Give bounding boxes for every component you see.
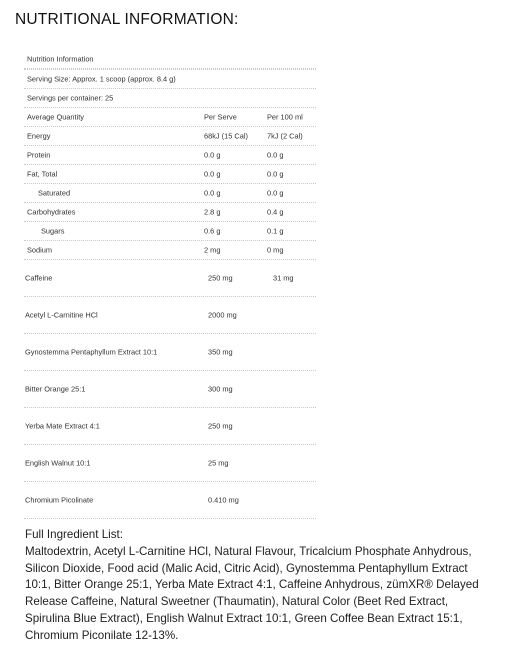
nutrient-name: Acetyl L-Carnitine HCl: [25, 310, 98, 320]
per-serve-value: 0.6 g: [204, 226, 221, 236]
table-row: [24, 241, 316, 260]
nutrition-panel: [24, 50, 316, 519]
table-row: [24, 203, 316, 222]
per-serve-value: 250 mg: [208, 273, 233, 283]
nutrient-name: Fat, Total: [27, 169, 58, 179]
ingredient-list: [25, 527, 495, 645]
servings-per-container: Servings per container: 25: [27, 93, 114, 103]
per-serve-value: 350 mg: [208, 347, 233, 357]
page-heading: NUTRITIONAL INFORMATION:: [15, 11, 239, 28]
per-serve-value: 250 mg: [208, 421, 233, 431]
serving-size: Serving Size: Approx. 1 scoop (approx. 8.4 g): [27, 74, 176, 84]
table-row: [24, 184, 316, 203]
nutrient-name: Protein: [27, 150, 51, 160]
table-row: [24, 260, 316, 297]
servings-per-container-row: [24, 89, 316, 108]
header-row: [24, 108, 316, 127]
nutrient-name: Chromium Picolinate: [25, 495, 94, 505]
ingredient-list-title: Full Ingredient List:: [25, 528, 123, 541]
nutrient-name: Energy: [27, 131, 51, 141]
per-100ml-value: 0.1 g: [267, 226, 284, 236]
per-serve-value: 2.8 g: [204, 207, 221, 217]
per-serve-value: 0.0 g: [204, 150, 221, 160]
table-row: [24, 482, 316, 519]
per-serve-value: 0.0 g: [204, 188, 221, 198]
table-row: [24, 408, 316, 445]
per-100ml-value: 0.0 g: [267, 150, 284, 160]
table-row: [24, 445, 316, 482]
nutrient-name: Yerba Mate Extract 4:1: [25, 421, 100, 431]
panel-title-row: [24, 50, 316, 69]
table-row: [24, 165, 316, 184]
table-row: [24, 334, 316, 371]
per-100ml-value: 0 mg: [267, 245, 284, 255]
per-serve-value: 25 mg: [208, 458, 229, 468]
header-per-serve: Per Serve: [204, 112, 237, 122]
per-serve-value: 2 mg: [204, 245, 221, 255]
table-row: [24, 222, 316, 241]
table-row: [24, 127, 316, 146]
nutrient-name: Sugars: [41, 226, 65, 236]
per-serve-value: 2000 mg: [208, 310, 237, 320]
ingredient-list-text: Maltodextrin, Acetyl L-Carnitine HCl, Natural Flavour, Tricalcium Phosphate Anhydrous, Silicon Dioxide, Food acid (Malic Acid, Citric Acid), Gynostemma Pentaphyllum Extract 10:1, Bitter Orange 25:1, Yerba Mate Extract 4:1, Caffeine Anhydrous, zümXR® Delayed Release Caffeine, Natural Sweetner (Thaumatin), Natural Color (Beet Red Extract, Spirulina Blue Extract), English Walnut Extract 10:1, Green Coffee Bean Extract 15:1, Chromium Piconilate 12-13%.: [25, 544, 479, 642]
nutrient-name: Saturated: [38, 188, 71, 198]
serving-size-row: [24, 69, 316, 89]
nutrient-name: Caffeine: [25, 273, 53, 283]
per-100ml-value: 0.0 g: [267, 169, 284, 179]
nutrient-name: Sodium: [27, 245, 53, 255]
per-100ml-value: 0.0 g: [267, 188, 284, 198]
per-100ml-value: 7kJ (2 Cal): [267, 131, 303, 141]
header-average-quantity: Average Quantity: [27, 112, 84, 122]
per-100ml-value: 0.4 g: [267, 207, 284, 217]
table-row: [24, 371, 316, 408]
nutrient-name: Gynostemma Pentaphyllum Extract 10:1: [25, 347, 158, 357]
per-100ml-value: 31 mg: [273, 273, 294, 283]
table-row: [24, 297, 316, 334]
table-row: [24, 146, 316, 165]
header-per-100ml: Per 100 ml: [267, 112, 303, 122]
per-serve-value: 0.410 mg: [208, 495, 239, 505]
nutrient-name: Bitter Orange 25:1: [25, 384, 86, 394]
nutrient-name: English Walnut 10:1: [25, 458, 91, 468]
per-serve-value: 300 mg: [208, 384, 233, 394]
panel-title: Nutrition Information: [27, 54, 94, 64]
nutrient-name: Carbohydrates: [27, 207, 76, 217]
per-serve-value: 0.0 g: [204, 169, 221, 179]
per-serve-value: 68kJ (15 Cal): [204, 131, 248, 141]
